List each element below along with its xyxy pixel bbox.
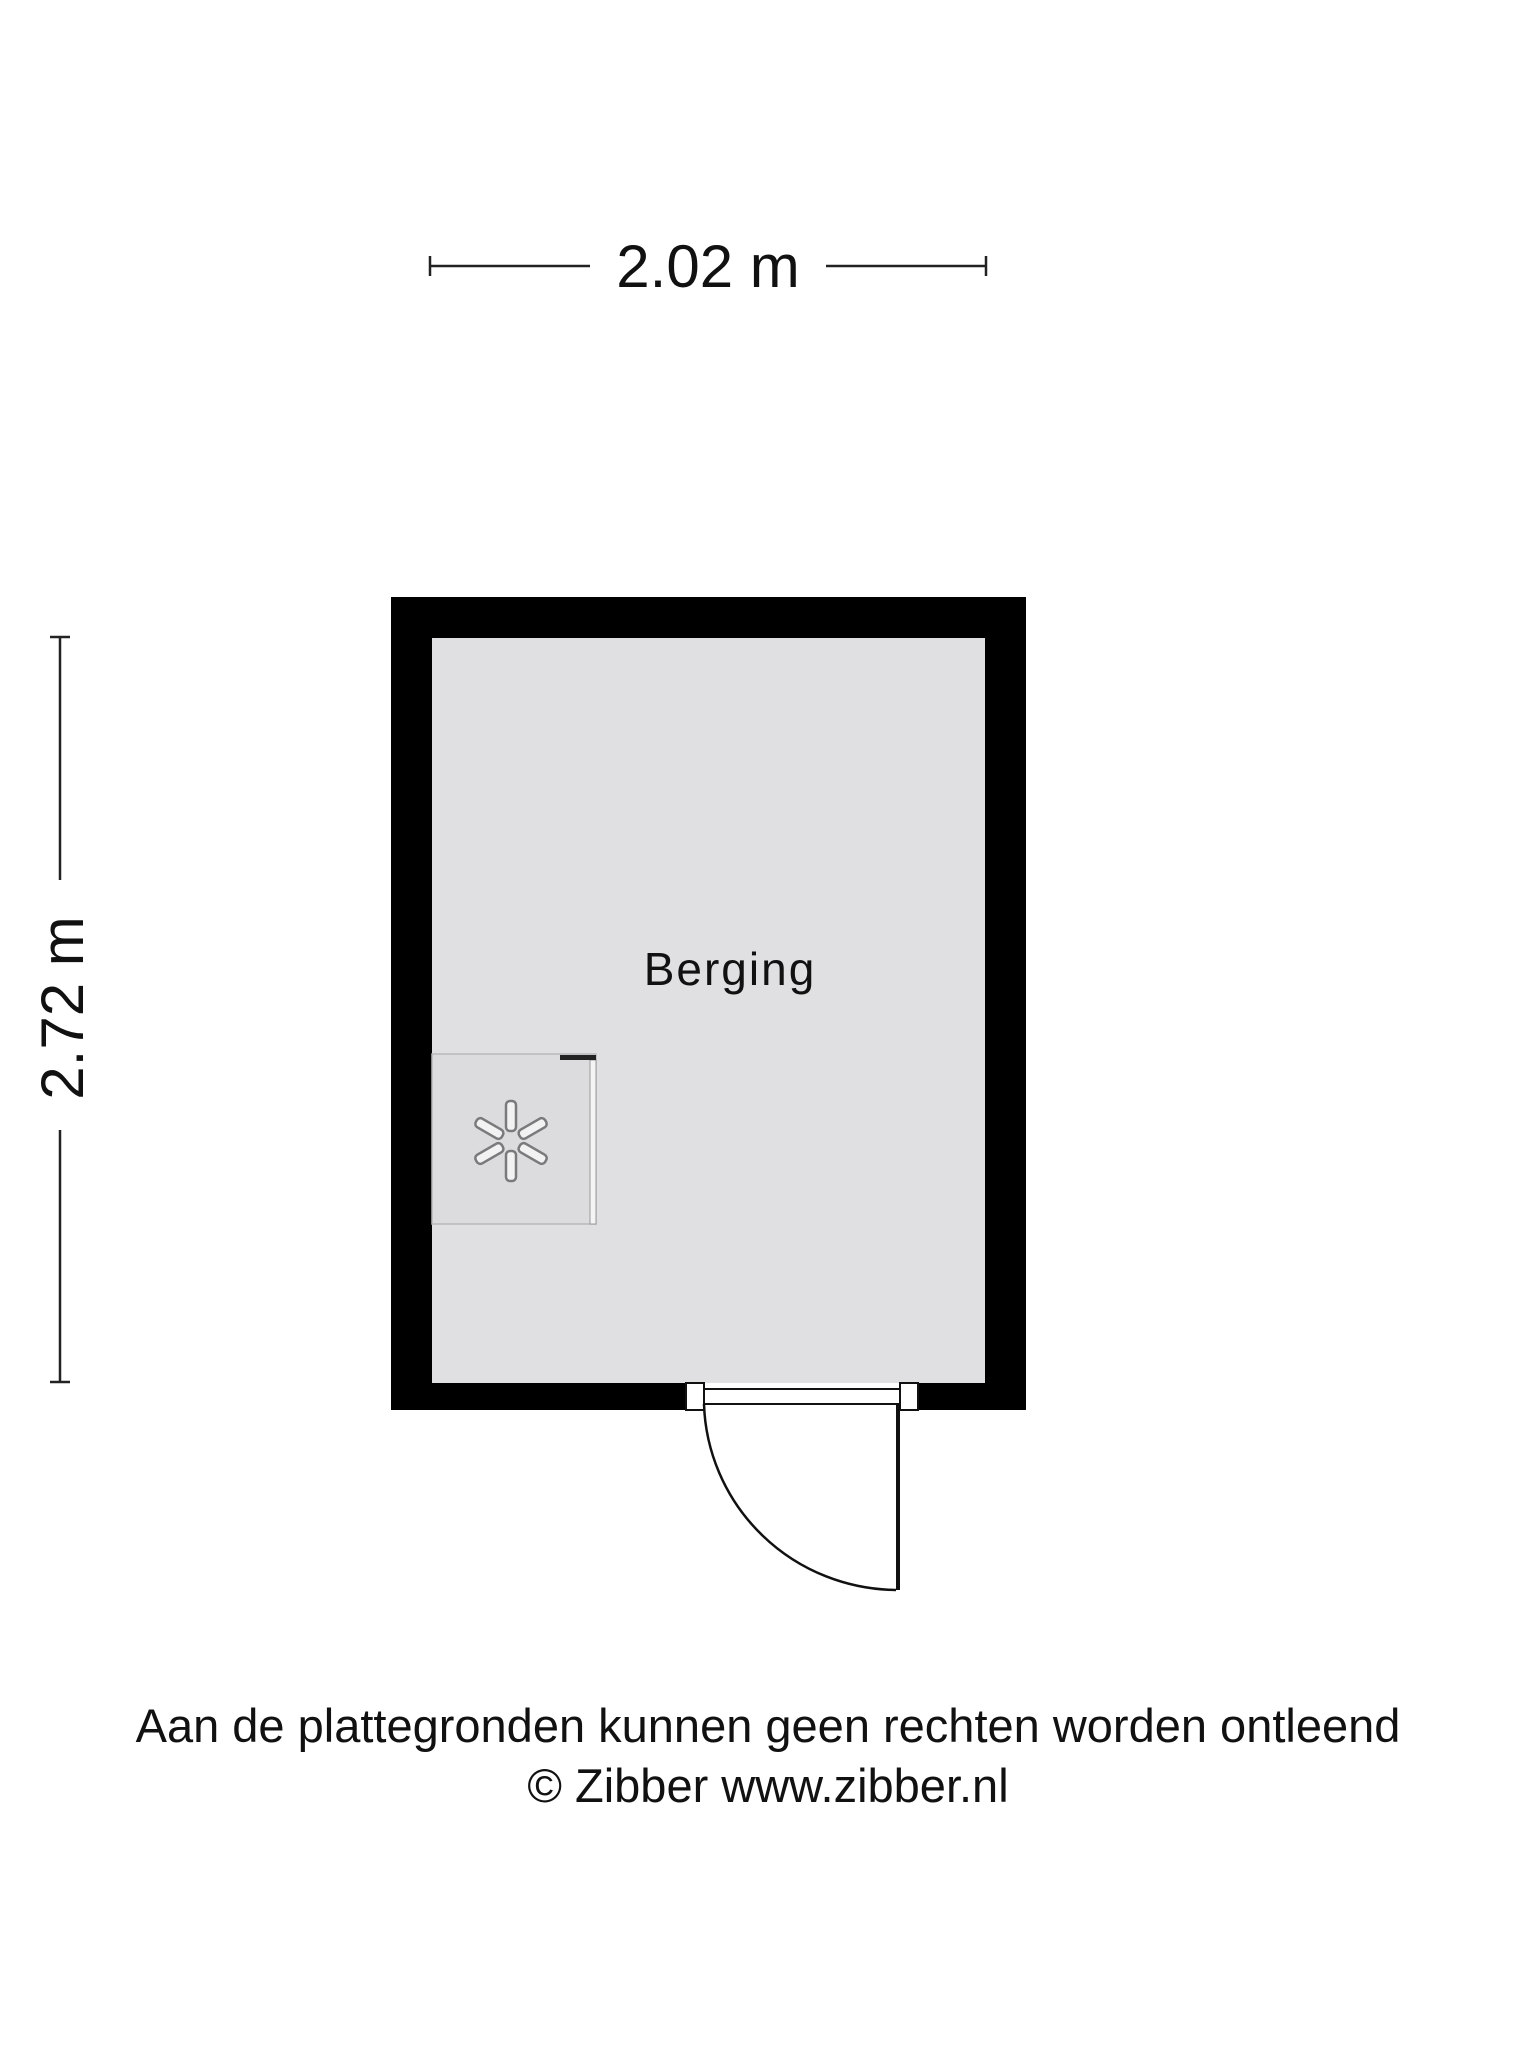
disclaimer-text: Aan de plattegronden kunnen geen rechten worden ontleend [135, 1699, 1401, 1752]
door-arc [704, 1404, 896, 1590]
width-dimension [430, 233, 986, 300]
copyright-text: © Zibber www.zibber.nl [527, 1759, 1009, 1812]
room-floor [432, 638, 985, 1383]
door-leaf [896, 1404, 900, 1590]
appliance-unit [432, 1054, 596, 1224]
appliance-edge [590, 1060, 596, 1224]
room-walls [391, 597, 1026, 1410]
door-threshold [704, 1389, 900, 1404]
appliance-body [432, 1054, 596, 1224]
height-dimension [29, 637, 96, 1382]
door-jamb-left [686, 1383, 704, 1410]
height-dimension-label: 2.72 m [29, 916, 96, 1100]
door-swing-icon [704, 1404, 900, 1590]
door-jamb-right [900, 1383, 918, 1410]
room-label: Berging [643, 943, 817, 995]
appliance-handle [560, 1055, 596, 1060]
width-dimension-label: 2.02 m [616, 233, 800, 300]
